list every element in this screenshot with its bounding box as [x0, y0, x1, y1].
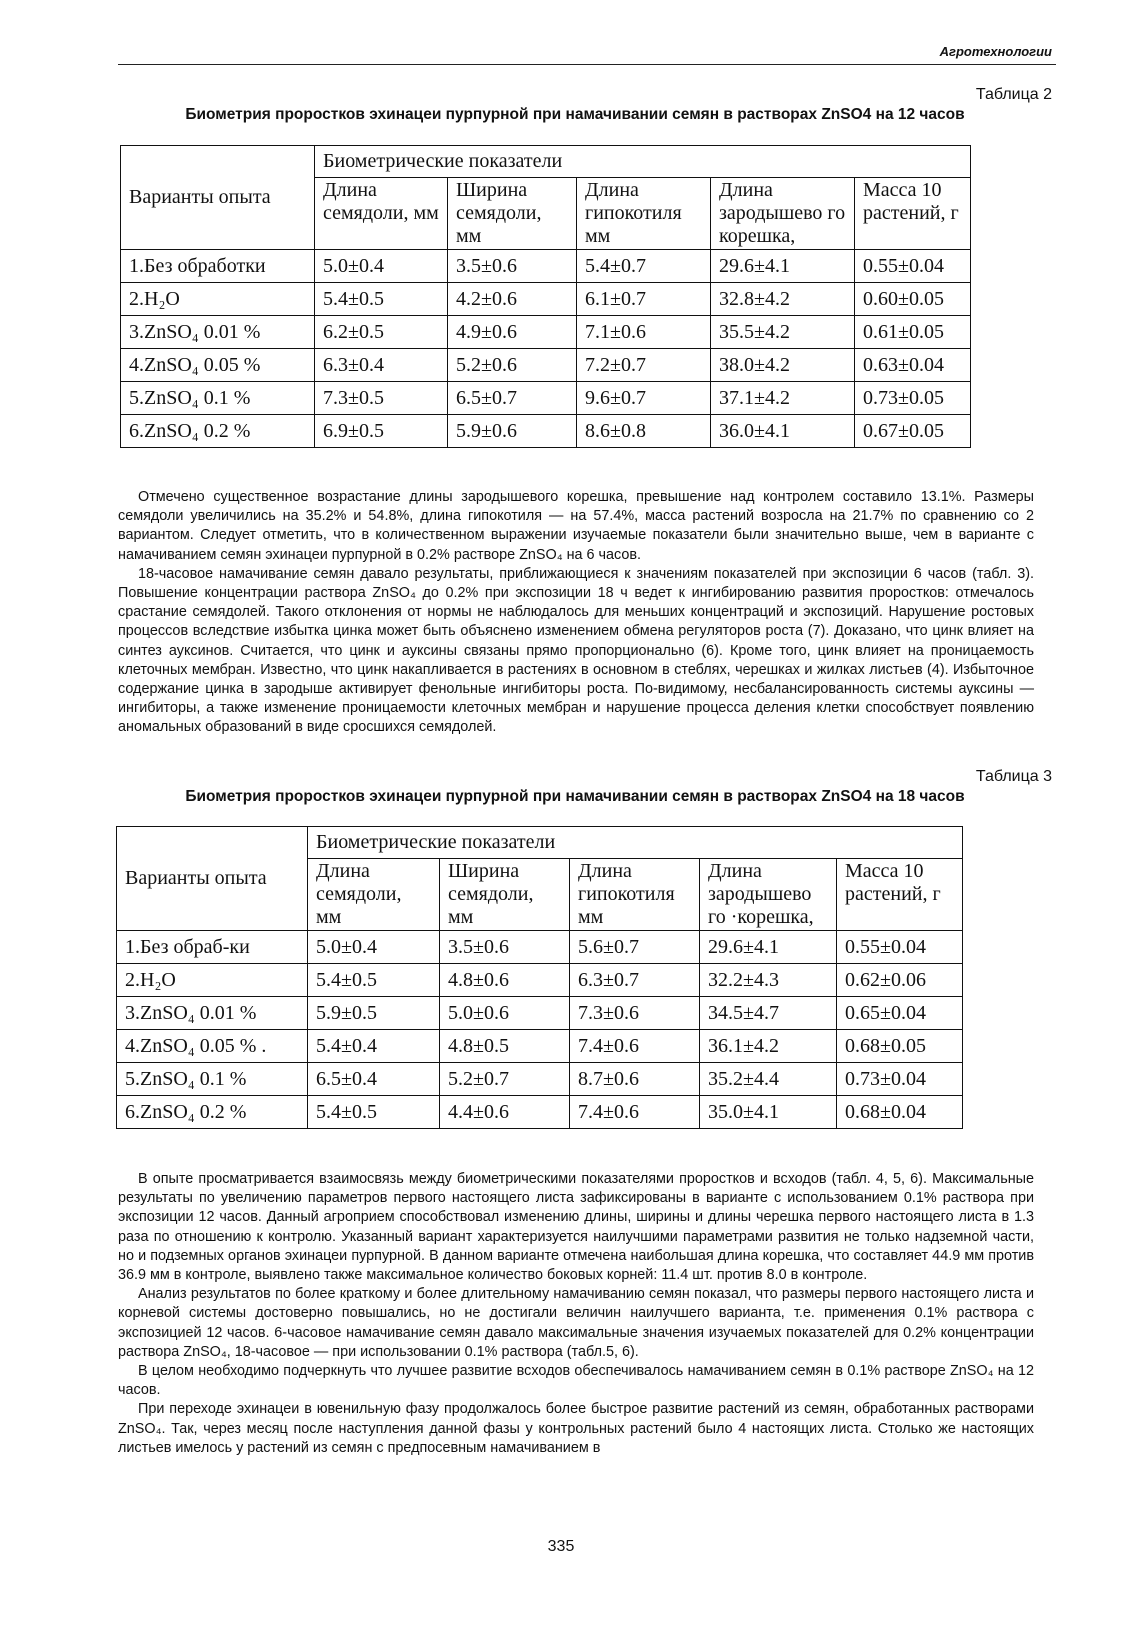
table-cell: 6.3±0.4 [315, 349, 448, 382]
table3-title: Биометрия проростков эхинацеи пурпурной при намачивании семян в растворах ZnSO4 на 18 часов [185, 788, 965, 805]
table-cell: 5.4±0.5 [308, 964, 440, 997]
table-cell: 5.6±0.7 [570, 931, 700, 964]
table-row [117, 1063, 963, 1096]
table-cell: 0.61±0.05 [855, 316, 971, 349]
table-cell: 6.1±0.7 [577, 283, 711, 316]
table-cell: 5.4±0.7 [577, 250, 711, 283]
table2-variant-header: Варианты опыта [121, 146, 315, 250]
table2-number: Таблица 2 [975, 86, 1052, 103]
table-cell: 0.68±0.04 [837, 1096, 963, 1129]
table-cell: 7.2±0.7 [577, 349, 711, 382]
table-cell-variant: 4.ZnSO₄ 0.05 % [121, 349, 315, 382]
table-cell: 6.3±0.7 [570, 964, 700, 997]
table-cell-variant: 3.ZnSO₄ 0.01 % [121, 316, 315, 349]
table3-col-header: Длина зародышево го ·корешка, [700, 859, 837, 931]
table-cell: 5.0±0.4 [315, 250, 448, 283]
table2-col-header: Длина гипокотиля мм [577, 178, 711, 250]
table-cell: 6.5±0.4 [308, 1063, 440, 1096]
table-cell: 4.8±0.6 [440, 964, 570, 997]
table-cell: 0.65±0.04 [837, 997, 963, 1030]
table-cell: 35.5±4.2 [711, 316, 855, 349]
paragraph: В опыте просматривается взаимосвязь между биометрическими показателями проростков и всходов (табл. 4, 5, 6). Максимальные результаты по увеличению параметров первого настоящего листа зафиксированы в варианте с использованием 0.1% раствора при экспозиции 12 часов. Данный агроприем способствовал изменению длины, ширины и длины черешка первого настоящего листа в 1.3 раза по отношению к контролю. Указанный вариант характеризуется наилучшими параметрами развития не только надземной части, но и подземных органов эхинацеи пурпурной. В данном варианте отмечена наибольшая длина корешка, что составляет 44.9 мм против 36.9 мм в контроле, выявлено также максимальное количество боковых корней: 11.4 шт. против 8.0 в контроле. [118, 1171, 1034, 1284]
table-cell-variant: 5.ZnSO₄ 0.1 % [117, 1063, 308, 1096]
table2-col-header: Масса 10 растений, г [855, 178, 971, 250]
table3-col-header: Длина семядоли, мм [308, 859, 440, 931]
table2-col-header: Длина семядоли, мм [315, 178, 448, 250]
body-text-1 [118, 488, 1034, 738]
table-cell: 35.0±4.1 [700, 1096, 837, 1129]
table-row [117, 931, 963, 964]
table-cell: 0.60±0.05 [855, 283, 971, 316]
table-cell-variant: 6.ZnSO₄ 0.2 % [121, 415, 315, 448]
table-cell: 7.4±0.6 [570, 1030, 700, 1063]
page-number: 335 [547, 1538, 575, 1555]
header-rule [118, 64, 1056, 65]
paragraph: Отмечено существенное возрастание длины зародышевого корешка, превышение над контролем составило 13.1%. Размеры семядоли увеличились на 35.2% и 54.8%, длина гипокотиля — на 57.4%, масса растений возросла на 21.7% по сравнению со 2 вариантом. Следует отметить, что в количественном выражении изучаемые показатели были значительно выше, чем в варианте с намачиванием семян эхинацеи пурпурной в 0.2% растворе ZnSO₄ на 6 часов. [118, 489, 1034, 563]
table-cell: 9.6±0.7 [577, 382, 711, 415]
table-cell: 4.2±0.6 [448, 283, 577, 316]
table-cell: 32.8±4.2 [711, 283, 855, 316]
table-row [117, 997, 963, 1030]
table-cell: 5.4±0.5 [315, 283, 448, 316]
table-cell: 5.0±0.6 [440, 997, 570, 1030]
table3-col-header: Длина гипокотиля мм [570, 859, 700, 931]
table-cell: 8.7±0.6 [570, 1063, 700, 1096]
table-cell-variant: 2.H₂O [117, 964, 308, 997]
table-cell: 5.9±0.6 [448, 415, 577, 448]
table-cell: 0.67±0.05 [855, 415, 971, 448]
table-cell-variant: 4.ZnSO₄ 0.05 % . [117, 1030, 308, 1063]
table2 [120, 145, 971, 448]
table-cell: 6.9±0.5 [315, 415, 448, 448]
table-cell: 5.4±0.5 [308, 1096, 440, 1129]
table-cell: 5.0±0.4 [308, 931, 440, 964]
table2-title: Биометрия проростков эхинацеи пурпурной при намачивании семян в растворах ZnSO4 на 12 часов [185, 106, 965, 123]
table-cell-variant: 1.Без обработки [121, 250, 315, 283]
table-cell: 0.55±0.04 [855, 250, 971, 283]
table-cell: 36.1±4.2 [700, 1030, 837, 1063]
table-cell: 35.2±4.4 [700, 1063, 837, 1096]
table-cell: 8.6±0.8 [577, 415, 711, 448]
table-cell: 0.62±0.06 [837, 964, 963, 997]
body-text-2 [118, 1170, 1034, 1458]
table-cell: 5.2±0.6 [448, 349, 577, 382]
table-cell: 5.9±0.5 [308, 997, 440, 1030]
table-cell: 5.2±0.7 [440, 1063, 570, 1096]
table-cell: 7.3±0.5 [315, 382, 448, 415]
table-row [121, 283, 971, 316]
table3-group-header: Биометрические показатели [308, 827, 963, 859]
table-cell: 0.73±0.05 [855, 382, 971, 415]
table-cell-variant: 6.ZnSO₄ 0.2 % [117, 1096, 308, 1129]
table-cell: 36.0±4.1 [711, 415, 855, 448]
table-row [117, 1030, 963, 1063]
table-cell: 6.5±0.7 [448, 382, 577, 415]
table-cell: 0.63±0.04 [855, 349, 971, 382]
table-cell: 4.8±0.5 [440, 1030, 570, 1063]
table-cell: 0.68±0.05 [837, 1030, 963, 1063]
table-cell-variant: 5.ZnSO₄ 0.1 % [121, 382, 315, 415]
table2-col-header: Длина зародышево го корешка, [711, 178, 855, 250]
table3 [116, 826, 963, 1129]
table-cell: 4.9±0.6 [448, 316, 577, 349]
table-cell: 34.5±4.7 [700, 997, 837, 1030]
table-cell: 7.1±0.6 [577, 316, 711, 349]
table-row [117, 964, 963, 997]
table2-group-header: Биометрические показатели [315, 146, 971, 178]
table-cell: 37.1±4.2 [711, 382, 855, 415]
table3-variant-header: Варианты опыта [117, 827, 308, 931]
paragraph: 18-часовое намачивание семян давало результаты, приближающиеся к значениям показателей при экспозиции 6 часов (табл. 3). Повышение концентрации раствора ZnSO₄ до 0.2% при экспозиции 18 ч ведет к ингибированию развития проростков: отмечалось срастание семядолей. Такого отклонения от нормы не наблюдалось для меньших концентраций и экспозиций. Нарушение ростовых процессов вследствие избытка цинка может быть объяснено изменением обмена регуляторов роста (7). Доказано, что цинк влияет на синтез ауксинов. Считается, что цинк и ауксины связаны прямо пропорционально (6). Кроме того, цинк влияет на проницаемость клеточных мембран. Известно, что цинк накапливается в растениях в основном в стеблях, черешках и жилках листьев (4). Избыточное содержание цинка в зародыше активирует фенольные ингибиторы роста. По-видимому, несбалансированность системы ауксины — ингибиторы, а также изменение проницаемости клеточных мембран и нарушение процесса деления клетки способствует появлению аномальных образований в виде сросшихся семядолей. [118, 565, 1034, 736]
table-cell: 3.5±0.6 [448, 250, 577, 283]
table-row [121, 250, 971, 283]
table-cell: 0.73±0.04 [837, 1063, 963, 1096]
table-row [121, 382, 971, 415]
running-header: Агротехнологии [939, 44, 1052, 59]
table2-col-header: Ширина семядоли, мм [448, 178, 577, 250]
table3-col-header: Ширина семядоли, мм [440, 859, 570, 931]
paragraph: Анализ результатов по более краткому и более длительному намачиванию семян показал, что размеры первого настоящего листа и корневой системы достоверно повышались, но не достигали величин наилучшего варианта, т.е. применения 0.1% раствора с экспозицией 12 часов. 6-часовое намачивание семян давало максимальные значения изучаемых показателей для 0.2% концентрации раствора ZnSO₄, 18-часовое — при использовании 0.1% раствора (табл.5, 6). [118, 1286, 1034, 1360]
table3-number: Таблица 3 [975, 768, 1052, 785]
table-cell-variant: 2.H₂O [121, 283, 315, 316]
table-cell: 0.55±0.04 [837, 931, 963, 964]
table-cell: 6.2±0.5 [315, 316, 448, 349]
table-row [117, 1096, 963, 1129]
table3-col-header: Масса 10 растений, г [837, 859, 963, 931]
paragraph: При переходе эхинацеи в ювенильную фазу продолжалось более быстрое развитие растений из семян, обработанных растворами ZnSO₄. Так, через месяц после наступления данной фазы у контрольных растений было 4 настоящих листа. Столько же настоящих листьев имелось у растений из семян с предпосевным намачиванием в [118, 1401, 1034, 1456]
table-cell: 32.2±4.3 [700, 964, 837, 997]
table-cell-variant: 1.Без обраб-ки [117, 931, 308, 964]
table-cell: 3.5±0.6 [440, 931, 570, 964]
table-cell: 7.4±0.6 [570, 1096, 700, 1129]
table-row [121, 316, 971, 349]
table-cell: 29.6±4.1 [700, 931, 837, 964]
table-cell: 29.6±4.1 [711, 250, 855, 283]
table-cell: 5.4±0.4 [308, 1030, 440, 1063]
table-cell: 4.4±0.6 [440, 1096, 570, 1129]
table-row [121, 349, 971, 382]
table-cell: 38.0±4.2 [711, 349, 855, 382]
table-row [121, 415, 971, 448]
table-cell: 7.3±0.6 [570, 997, 700, 1030]
paragraph: В целом необходимо подчеркнуть что лучшее развитие всходов обеспечивалось намачиванием семян в 0.1% растворе ZnSO₄ на 12 часов. [118, 1363, 1034, 1399]
table-cell-variant: 3.ZnSO₄ 0.01 % [117, 997, 308, 1030]
